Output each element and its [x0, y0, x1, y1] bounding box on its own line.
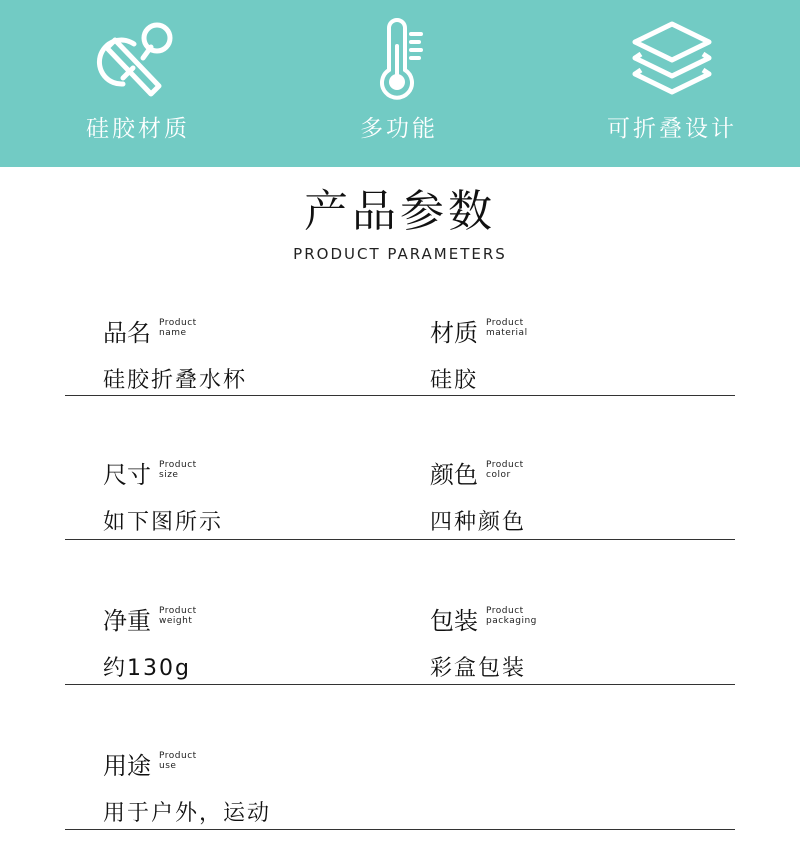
param-value: 约130g	[103, 656, 191, 681]
feature-multifunction	[299, 0, 499, 167]
param-label: 用途	[103, 752, 151, 780]
param-en-label: Product packaging	[486, 606, 537, 626]
page-subtitle: PRODUCT PARAMETERS	[293, 245, 507, 263]
param-label: 品名	[103, 319, 151, 347]
param-label: 包装	[430, 607, 478, 635]
param-en-label: Product material	[486, 318, 528, 338]
param-value: 彩盒包装	[430, 656, 527, 681]
divider	[65, 395, 735, 396]
feature-silicone	[38, 0, 238, 167]
param-value: 硅胶折叠水杯	[103, 368, 248, 393]
feature-label: 多功能	[360, 116, 438, 142]
param-label: 净重	[103, 607, 151, 635]
param-en-label: Product name	[159, 318, 197, 338]
divider	[65, 684, 735, 685]
param-label: 颜色	[430, 461, 478, 489]
param-en-label: Product weight	[159, 606, 197, 626]
divider	[65, 539, 735, 540]
feature-foldable	[572, 0, 772, 167]
pacifier-icon	[93, 16, 183, 106]
param-value: 用于户外，运动	[103, 801, 272, 826]
param-en-label: Product use	[159, 751, 197, 771]
param-value: 四种颜色	[430, 510, 527, 535]
page-title: 产品参数	[304, 186, 496, 237]
param-en-label: Product color	[486, 460, 524, 480]
thermometer-icon	[369, 18, 429, 102]
param-en-label: Product size	[159, 460, 197, 480]
feature-banner	[0, 0, 800, 167]
divider	[65, 829, 735, 830]
param-label: 材质	[430, 319, 478, 347]
layers-icon	[627, 18, 717, 102]
feature-label: 硅胶材质	[86, 116, 190, 142]
param-label: 尺寸	[103, 461, 151, 489]
param-value: 硅胶	[430, 368, 479, 393]
feature-label: 可折叠设计	[607, 116, 737, 142]
param-value: 如下图所示	[103, 510, 224, 535]
